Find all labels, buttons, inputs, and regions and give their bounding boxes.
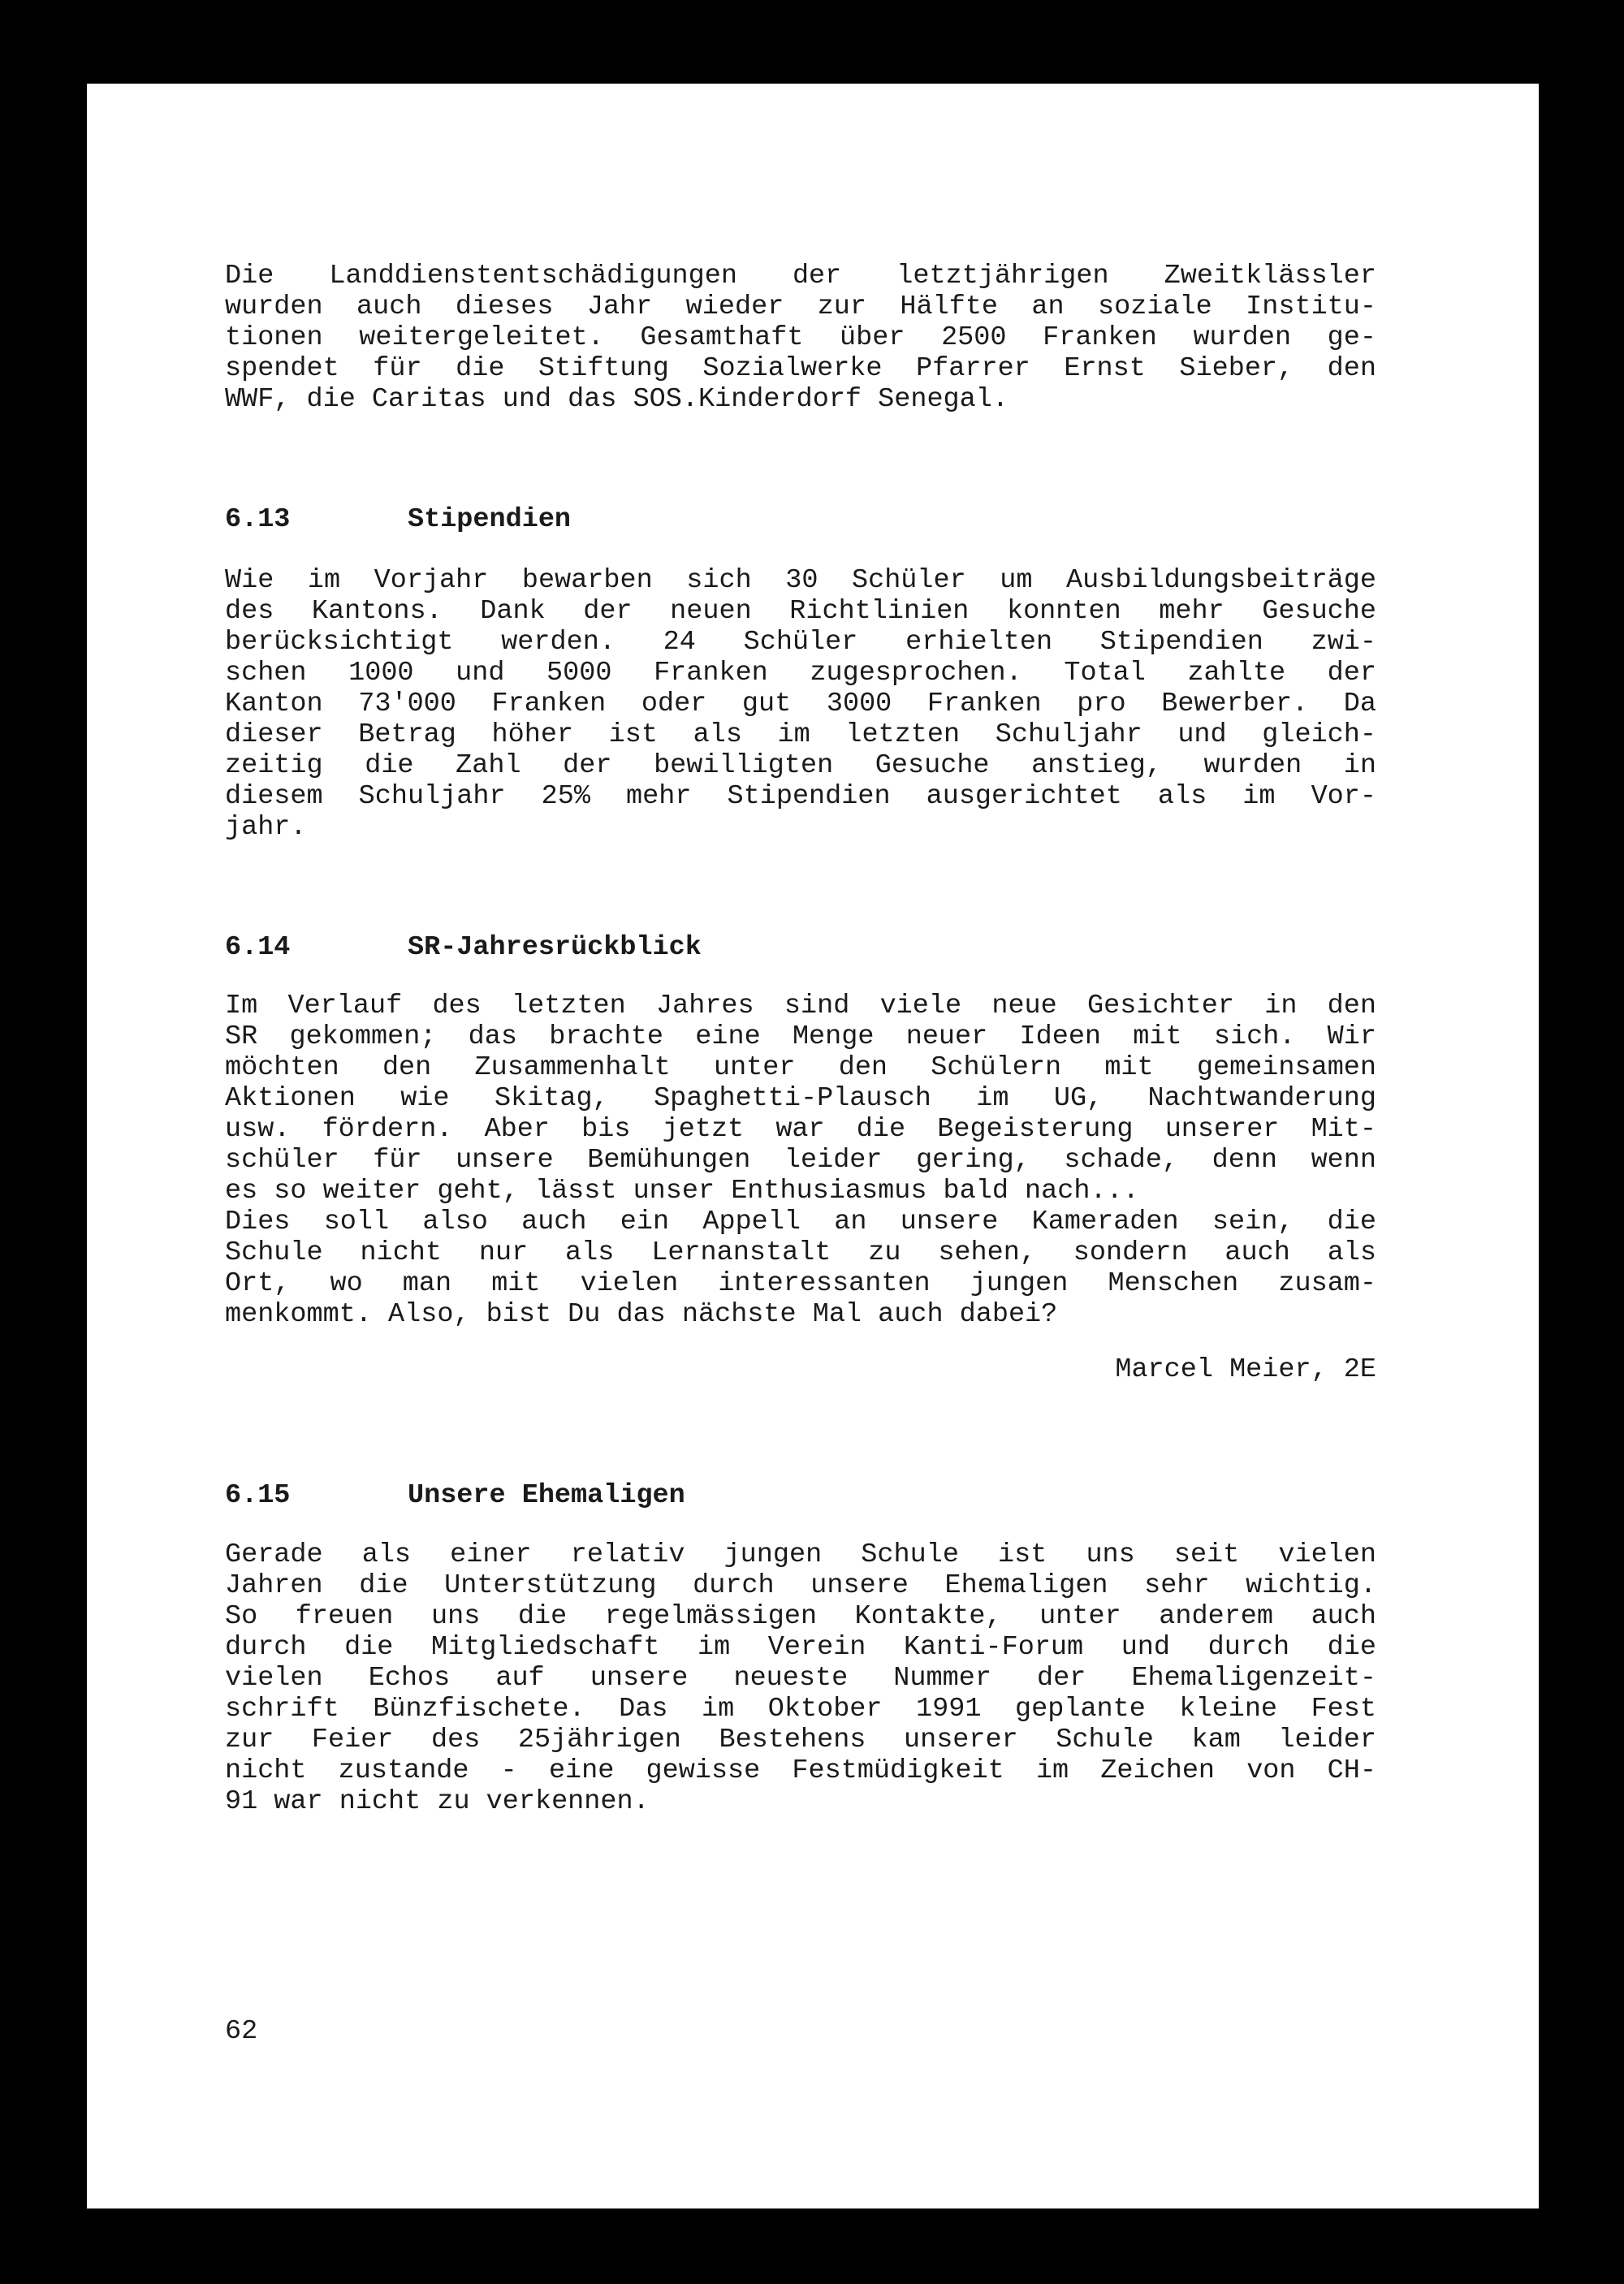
text-line: schrift Bünzfischete. Das im Oktober 1991 geplante kleine Fest xyxy=(225,1694,1376,1725)
text-line: tionen weitergeleitet. Gesamthaft über 2500 Franken wurden ge- xyxy=(225,322,1376,353)
text-line: zur Feier des 25jährigen Bestehens unserer Schule kam leider xyxy=(225,1725,1376,1755)
text-line: Gerade als einer relativ jungen Schule ist uns seit vielen xyxy=(225,1539,1376,1570)
text-line: berücksichtigt werden. 24 Schüler erhielten Stipendien zwi- xyxy=(225,627,1376,658)
section-heading-6-14 xyxy=(225,932,702,963)
text-line: des Kantons. Dank der neuen Richtlinien konnten mehr Gesuche xyxy=(225,596,1376,627)
section-heading-6-13 xyxy=(225,504,571,535)
text-line: zeitig die Zahl der bewilligten Gesuche anstieg, wurden in xyxy=(225,750,1376,781)
text-line: SR gekommen; das brachte eine Menge neuer Ideen mit sich. Wir xyxy=(225,1021,1376,1052)
text-line: wurden auch dieses Jahr wieder zur Hälfte an soziale Institu- xyxy=(225,291,1376,322)
text-line: jahr. xyxy=(225,812,307,843)
text-line: Jahren die Unterstützung durch unsere Ehemaligen sehr wichtig. xyxy=(225,1570,1376,1601)
text-line: schüler für unsere Bemühungen leider gering, schade, denn wenn xyxy=(225,1145,1376,1176)
text-line: vielen Echos auf unsere neueste Nummer der Ehemaligenzeit- xyxy=(225,1663,1376,1694)
text-line: durch die Mitgliedschaft im Verein Kanti-Forum und durch die xyxy=(225,1632,1376,1663)
text-line: So freuen uns die regelmässigen Kontakte, unter anderem auch xyxy=(225,1601,1376,1632)
paragraph-text xyxy=(225,565,1376,843)
text-line: 91 war nicht zu verkennen. xyxy=(225,1786,650,1817)
text-line: Wie im Vorjahr bewarben sich 30 Schüler um Ausbildungsbeiträge xyxy=(225,565,1376,596)
text-line: Schule nicht nur als Lernanstalt zu sehen, sondern auch als xyxy=(225,1237,1376,1268)
text-line: diesem Schuljahr 25% mehr Stipendien ausgerichtet als im Vor- xyxy=(225,781,1376,812)
text-line: Die Landdienstentschädigungen der letztjährigen Zweitklässler xyxy=(225,261,1376,291)
section-6-13-body xyxy=(225,565,1376,843)
document-page xyxy=(87,84,1539,2208)
section-6-14-body xyxy=(225,991,1376,1330)
text-line: WWF, die Caritas und das SOS.Kinderdorf Senegal. xyxy=(225,384,1009,415)
text-line: Kanton 73'000 Franken oder gut 3000 Franken pro Bewerber. Da xyxy=(225,689,1376,719)
text-line: Aktionen wie Skitag, Spaghetti-Plausch im UG, Nachtwanderung xyxy=(225,1083,1376,1114)
text-line: Im Verlauf des letzten Jahres sind viele neue Gesichter in den xyxy=(225,991,1376,1021)
text-line: möchten den Zusammenhalt unter den Schülern mit gemeinsamen xyxy=(225,1052,1376,1083)
text-line: Ort, wo man mit vielen interessanten jungen Menschen zusam- xyxy=(225,1268,1376,1299)
text-line: spendet für die Stiftung Sozialwerke Pfarrer Ernst Sieber, den xyxy=(225,353,1376,384)
author-signature: Marcel Meier, 2E xyxy=(1115,1354,1376,1385)
section-title: Unsere Ehemaligen xyxy=(408,1480,685,1511)
paragraph-text xyxy=(225,991,1376,1330)
section-number: 6.14 xyxy=(225,932,291,963)
section-number: 6.13 xyxy=(225,504,291,535)
text-line: usw. fördern. Aber bis jetzt war die Begeisterung unserer Mit- xyxy=(225,1114,1376,1145)
section-title: Stipendien xyxy=(408,504,572,535)
text-line: nicht zustande - eine gewisse Festmüdigkeit im Zeichen von CH- xyxy=(225,1755,1376,1786)
text-line: dieser Betrag höher ist als im letzten Schuljahr und gleich- xyxy=(225,719,1376,750)
page-number: 62 xyxy=(225,2016,258,2047)
paragraph-text xyxy=(225,1539,1376,1817)
intro-paragraph xyxy=(225,261,1376,415)
section-heading-6-15 xyxy=(225,1480,685,1511)
text-line: menkommt. Also, bist Du das nächste Mal auch dabei? xyxy=(225,1299,1058,1330)
paragraph-text xyxy=(225,261,1376,415)
section-title: SR-Jahresrückblick xyxy=(408,932,702,963)
text-line: Dies soll also auch ein Appell an unsere Kameraden sein, die xyxy=(225,1207,1376,1237)
section-6-15-body xyxy=(225,1539,1376,1817)
text-line: schen 1000 und 5000 Franken zugesprochen. Total zahlte der xyxy=(225,658,1376,689)
text-line: es so weiter geht, lässt unser Enthusiasmus bald nach... xyxy=(225,1176,1139,1207)
section-number: 6.15 xyxy=(225,1480,291,1511)
